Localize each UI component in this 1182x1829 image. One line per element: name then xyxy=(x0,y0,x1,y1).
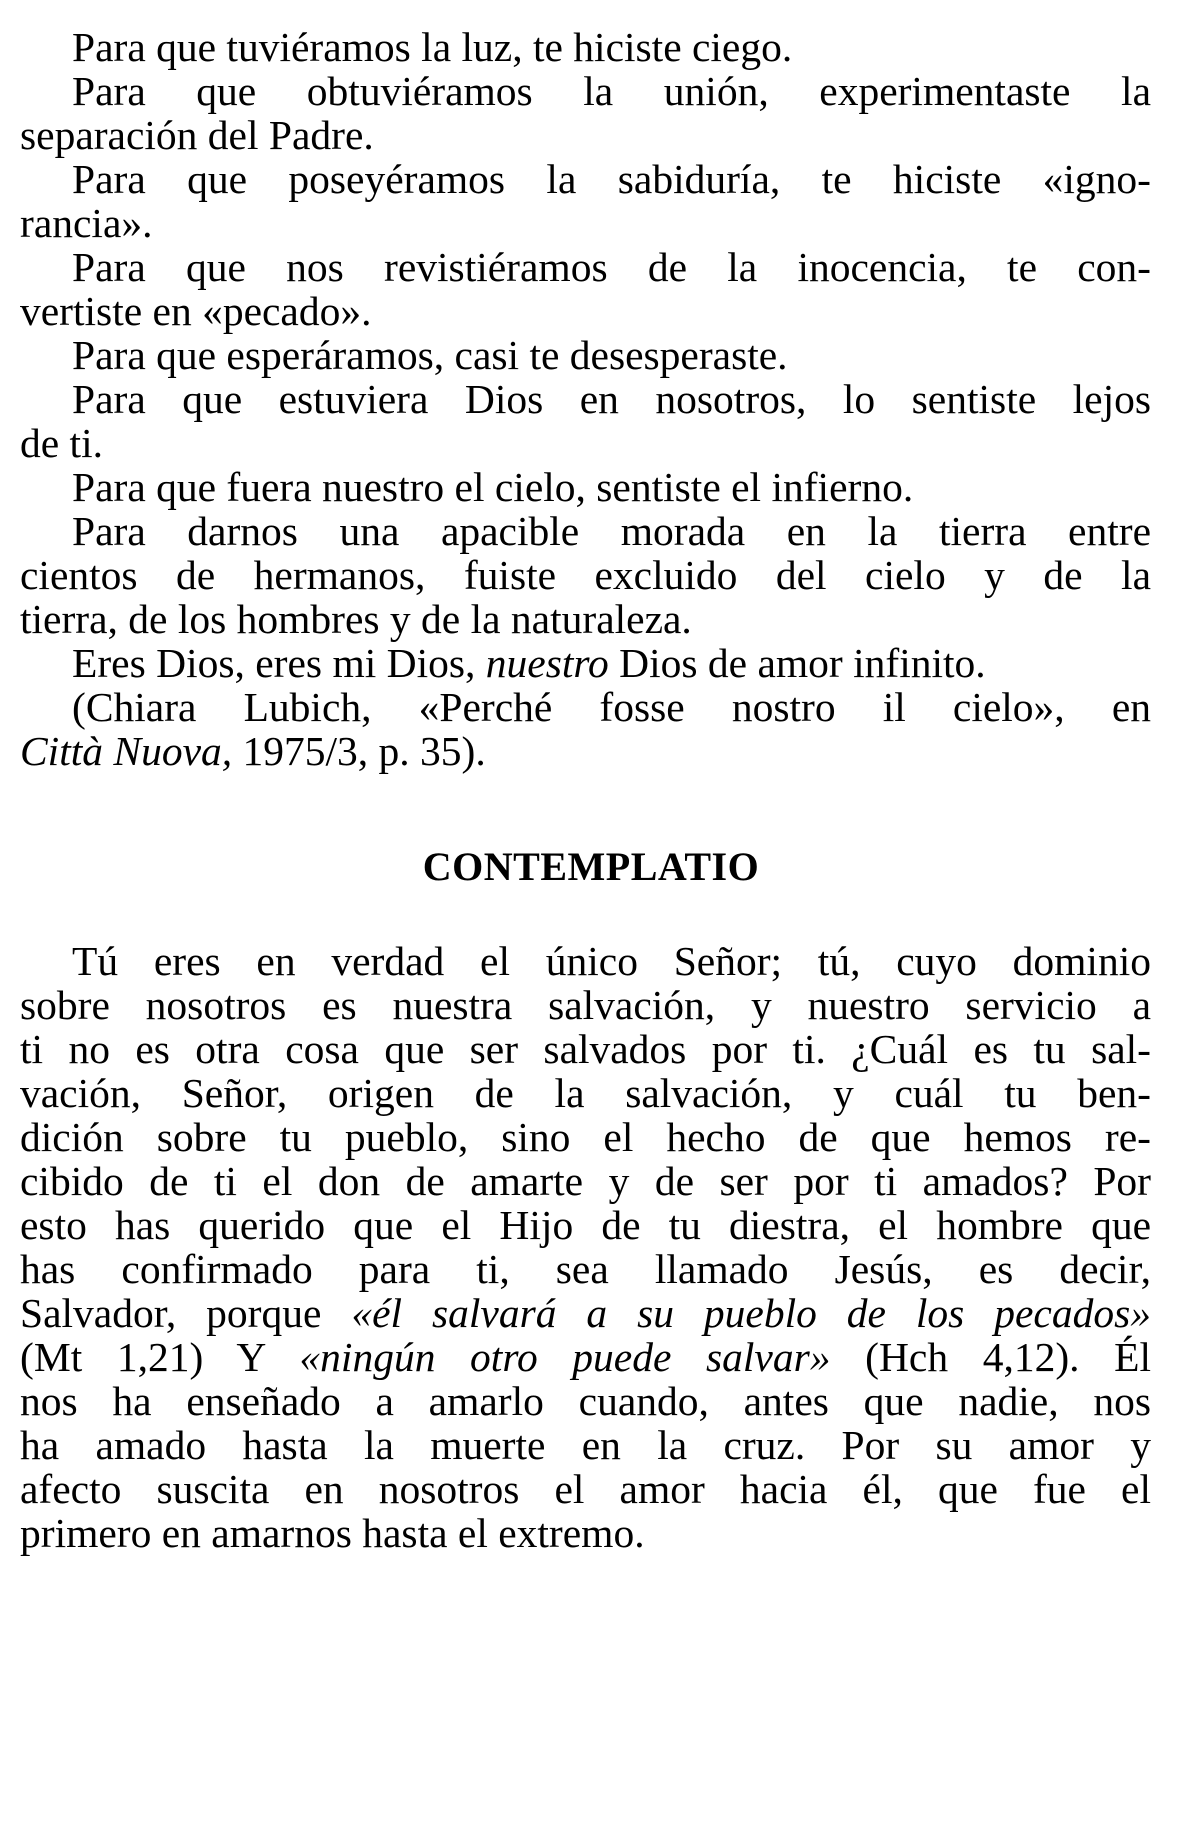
paragraph-line-2: sobre nosotros es nuestra salvación, y nuestro servicio a xyxy=(20,982,1151,1028)
poem-line-6: Para que nos revistiéramos de la inocencia, te con- xyxy=(72,244,1151,290)
paragraph-line-7: esto has querido que el Hijo de tu diestra, el hombre que xyxy=(20,1202,1151,1248)
closing-text-italic: nuestro xyxy=(485,640,609,686)
poem-line-4: Para que poseyéramos la sabiduría, te hiciste «igno- xyxy=(72,156,1151,202)
paragraph-line-4: vación, Señor, origen de la salvación, y cuál tu ben- xyxy=(20,1070,1151,1116)
quote2-tail: (Hch 4,12). Él xyxy=(830,1334,1151,1380)
poem-line-8: Para que esperáramos, casi te desesperaste. xyxy=(72,332,788,378)
paragraph-line-13: afecto suscita en nosotros el amor hacia él, que fue el xyxy=(20,1466,1151,1512)
paragraph-line-14: primero en amarnos hasta el extremo. xyxy=(20,1510,645,1556)
poem-line-13: cientos de hermanos, fuiste excluido del cielo y de la xyxy=(20,552,1151,598)
poem-line-9: Para que estuviera Dios en nosotros, lo sentiste lejos xyxy=(72,376,1151,422)
citation-line-2 xyxy=(20,726,1151,776)
paragraph-line-10 xyxy=(20,1332,1151,1382)
citation-source: Città Nuova, xyxy=(20,728,233,774)
closing-text-after: Dios de amor infinito. xyxy=(608,640,986,686)
paragraph-line-12: ha amado hasta la muerte en la cruz. Por su amor y xyxy=(20,1422,1151,1468)
paragraph-line-5: dición sobre tu pueblo, sino el hecho de que hemos re- xyxy=(20,1114,1151,1160)
paragraph-line-1: Tú eres en verdad el único Señor; tú, cuyo dominio xyxy=(72,938,1151,984)
closing-text-before: Eres Dios, eres mi Dios, xyxy=(72,640,486,686)
quote2-italic: «ningún otro puede salvar» xyxy=(299,1334,831,1380)
paragraph-line-8: has confirmado para ti, sea llamado Jesús, es decir, xyxy=(20,1246,1151,1292)
poem-line-14: tierra, de los hombres y de la naturaleza. xyxy=(20,596,692,642)
poem-line-11: Para que fuera nuestro el cielo, sentiste el infierno. xyxy=(72,464,914,510)
quote2-lead: (Mt 1,21) Y xyxy=(20,1334,300,1380)
paragraph-line-11: nos ha enseñado a amarlo cuando, antes que nadie, nos xyxy=(20,1378,1151,1424)
citation-line-1: (Chiara Lubich, «Perché fosse nostro il cielo», en xyxy=(72,684,1151,730)
poem-line-5: rancia». xyxy=(20,200,153,246)
paragraph-line-9 xyxy=(20,1288,1151,1338)
poem-line-10: de ti. xyxy=(20,420,103,466)
poem-line-12: Para darnos una apacible morada en la tierra entre xyxy=(72,508,1151,554)
paragraph-line-3: ti no es otra cosa que ser salvados por ti. ¿Cuál es tu sal- xyxy=(20,1026,1151,1072)
quote1-lead: Salvador, porque xyxy=(20,1290,352,1336)
poem-line-3: separación del Padre. xyxy=(20,112,374,158)
section-heading: CONTEMPLATIO xyxy=(422,844,760,889)
poem-line-1: Para que tuviéramos la luz, te hiciste ciego. xyxy=(72,24,793,70)
poem-closing-line xyxy=(72,638,1151,688)
poem-line-7: vertiste en «pecado». xyxy=(20,288,372,334)
citation-details: 1975/3, p. 35). xyxy=(232,728,486,774)
quote1-italic: «él salvará a su pueblo de los pecados» xyxy=(351,1290,1151,1336)
poem-line-2: Para que obtuviéramos la unión, experimentaste la xyxy=(72,68,1151,114)
paragraph-line-6: cibido de ti el don de amarte y de ser por ti amados? Por xyxy=(20,1158,1151,1204)
